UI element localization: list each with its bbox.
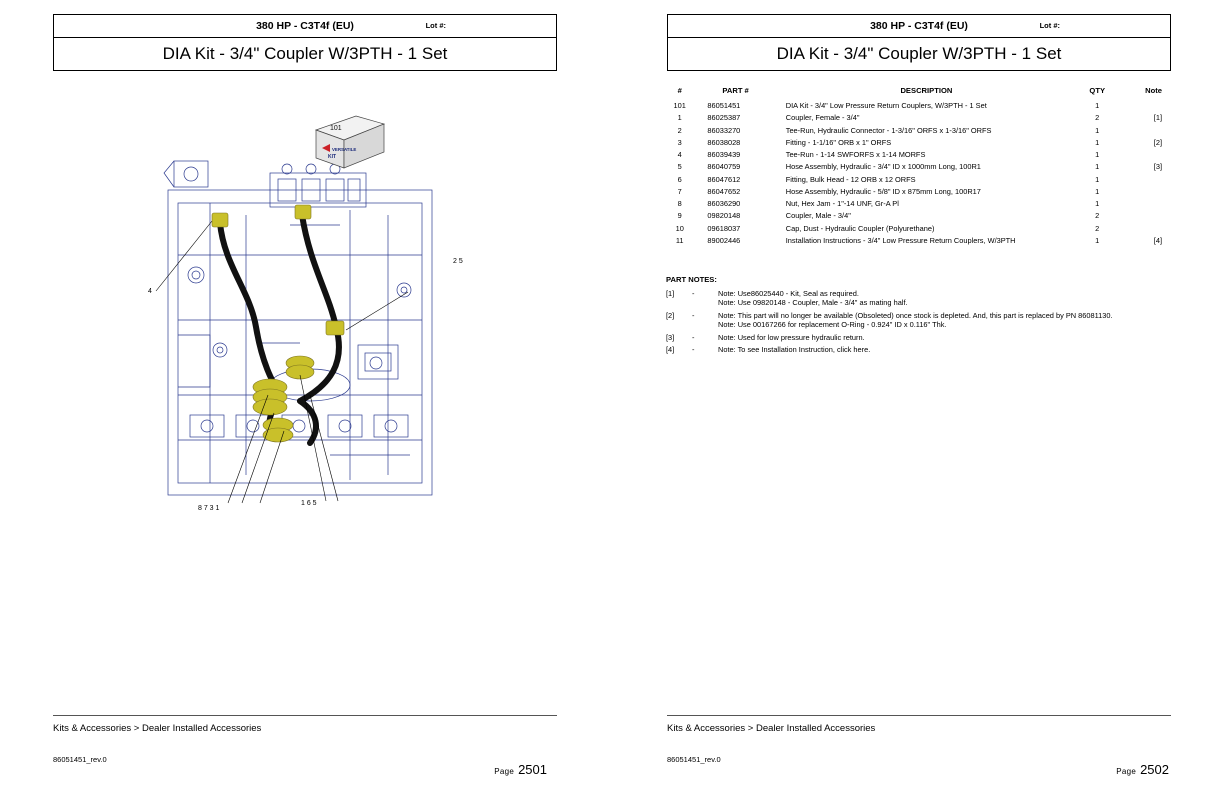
part-note-dash: -	[692, 310, 695, 320]
part-note-ref: [3]	[666, 332, 675, 342]
part-note-line: Note: Use86025440 - Kit, Seal as required.	[718, 289, 859, 298]
table-row[interactable]	[666, 235, 1170, 247]
cell-description: Tee-Run - 1-14 SWFORFS x 1-14 MORFS	[785, 150, 926, 159]
cell-description: Coupler, Male - 3/4"	[785, 211, 851, 221]
part-note-line: Note: Use 09820148 - Coupler, Male - 3/4" as mating half.	[718, 298, 908, 308]
table-row[interactable]	[666, 210, 1170, 222]
cell-part-number: 86039439	[707, 150, 741, 159]
cell-part-number: 86025387	[707, 113, 741, 123]
cell-description: Nut, Hex Jam - 1"-14 UNF, Gr-A Pl	[785, 199, 899, 208]
cell-description: Hose Assembly, Hydraulic - 5/8" ID x 875mm Long, 100R17	[785, 186, 981, 196]
cell-qty: 1	[1095, 125, 1100, 135]
cell-number: 5	[677, 162, 682, 172]
header-top-row-left	[54, 15, 556, 38]
cell-description: Hose Assembly, Hydraulic - 3/4" ID x 1000mm Long, 100R1	[785, 162, 981, 172]
part-note-item	[666, 311, 1170, 330]
header-title-right: DIA Kit - 3/4" Coupler W/3PTH - 1 Set	[776, 44, 1062, 63]
page-header-box-left	[53, 14, 557, 71]
page-value-left: 2501	[518, 762, 547, 777]
page-value-right: 2502	[1140, 762, 1169, 777]
kit-box-graphic	[310, 108, 390, 178]
part-note-body	[718, 333, 1170, 342]
page-number-right	[1116, 762, 1169, 777]
cell-qty: 2	[1095, 223, 1100, 233]
part-note-ref: [4]	[666, 345, 675, 355]
cell-qty: 2	[1095, 113, 1100, 123]
svg-text:101: 101	[330, 125, 342, 132]
cell-number: 11	[675, 235, 684, 245]
document-id-right: 86051451_rev.0	[667, 755, 721, 764]
cell-number: 8	[677, 199, 682, 208]
callout-2-5: 2 5	[453, 258, 463, 265]
part-note-ref: [1]	[666, 289, 675, 298]
col-header-number: #	[677, 86, 682, 95]
cell-note	[1119, 198, 1170, 210]
callout-4: 4	[148, 288, 152, 295]
svg-text:KIT: KIT	[328, 154, 337, 160]
cell-number: 4	[677, 150, 682, 159]
page-label-left: Page	[494, 767, 515, 776]
cell-qty: 1	[1095, 150, 1100, 159]
header-lot-left: Lot #:	[425, 21, 446, 30]
cell-part-number: 86033270	[707, 125, 741, 135]
table-row[interactable]	[666, 174, 1170, 186]
table-row[interactable]	[666, 198, 1170, 210]
cell-number: 1	[677, 113, 682, 123]
cell-part-number: 86051451	[707, 101, 741, 110]
parts-table	[666, 86, 1170, 247]
part-note-item	[666, 345, 1170, 354]
cell-part-number: 09820148	[707, 211, 741, 221]
cell-part-number: 09618037	[707, 223, 741, 233]
parts-table-container	[666, 86, 1170, 247]
table-row[interactable]	[666, 112, 1170, 124]
part-note-dash: -	[692, 332, 695, 342]
part-note-ref: [2]	[666, 310, 675, 320]
part-notes-list	[666, 289, 1170, 355]
cell-qty: 1	[1095, 137, 1100, 147]
part-note-dash: -	[692, 289, 695, 298]
part-note-body	[718, 311, 1170, 330]
cell-note	[1119, 186, 1170, 198]
header-model-right: 380 HP - C3T4f (EU)	[870, 20, 968, 32]
cell-part-number: 86047612	[707, 174, 741, 184]
cell-part-number: 86038028	[707, 137, 741, 147]
part-note-body	[718, 345, 1170, 354]
part-note-dash: -	[692, 345, 695, 355]
header-title-left: DIA Kit - 3/4" Coupler W/3PTH - 1 Set	[162, 44, 448, 63]
breadcrumb-left[interactable]: Kits & Accessories > Dealer Installed Accessories	[53, 723, 262, 734]
cell-number: 10	[675, 223, 684, 233]
page-header-box-right	[667, 14, 1171, 71]
cell-description: Fitting - 1-1/16" ORB x 1" ORFS	[785, 137, 892, 147]
table-row[interactable]	[666, 137, 1170, 149]
cell-note	[1119, 174, 1170, 186]
cell-note	[1119, 100, 1170, 112]
cell-number: 101	[673, 101, 686, 110]
page-label-right: Page	[1116, 767, 1137, 776]
cell-qty: 1	[1095, 235, 1100, 245]
document-id-left: 86051451_rev.0	[53, 755, 107, 764]
callout-8-7-3-1: 8 7 3 1	[198, 505, 220, 512]
cell-note: [3]	[1153, 162, 1162, 172]
footer-rule-left	[53, 715, 557, 716]
part-note-line: Note: This part will no longer be available (Obsoleted) once stock is depleted. And, this part is replaced by PN 86081130.	[718, 310, 1113, 320]
cell-qty: 1	[1095, 174, 1100, 184]
cell-part-number: 89002446	[707, 235, 741, 245]
header-lot-right: Lot #:	[1039, 21, 1060, 30]
cell-number: 9	[677, 211, 682, 221]
part-note-line: Note: To see Installation Instruction, click here.	[718, 345, 871, 355]
part-note-line: Note: Use 00167266 for replacement O-Ring - 0.924" ID x 0.116" Thk.	[718, 320, 947, 330]
cell-number: 6	[677, 174, 682, 184]
cell-part-number: 86047652	[707, 186, 741, 196]
table-row[interactable]	[666, 223, 1170, 235]
col-header-qty: QTY	[1089, 86, 1106, 95]
footer-rule-right	[667, 715, 1171, 716]
page-number-left	[494, 762, 547, 777]
cell-description: Installation Instructions - 3/4" Low Pressure Return Couplers, W/3PTH	[785, 235, 1016, 245]
part-note-line: Note: Used for low pressure hydraulic return.	[718, 332, 865, 342]
cell-note	[1119, 149, 1170, 161]
cell-note: [4]	[1153, 235, 1162, 245]
cell-part-number: 86040759	[707, 162, 741, 172]
part-notes-section	[666, 275, 1170, 358]
cell-qty: 1	[1095, 186, 1100, 196]
table-row[interactable]	[666, 149, 1170, 161]
header-top-row-right	[668, 15, 1170, 38]
parts-table-body	[666, 100, 1170, 247]
col-header-part: PART #	[722, 86, 749, 95]
cell-qty: 1	[1095, 101, 1100, 110]
cell-part-number: 86036290	[707, 199, 741, 208]
cell-qty: 1	[1095, 199, 1100, 208]
callout-1-6-5: 1 6 5	[301, 500, 317, 507]
cell-number: 7	[677, 186, 682, 196]
cell-qty: 2	[1095, 211, 1100, 221]
cell-note	[1119, 210, 1170, 222]
part-note-item	[666, 333, 1170, 342]
cell-number: 3	[677, 137, 682, 147]
cell-number: 2	[677, 125, 682, 135]
cell-description: Coupler, Female - 3/4"	[785, 113, 860, 123]
table-header-row	[666, 86, 1170, 100]
cell-note: [1]	[1153, 113, 1162, 123]
table-row[interactable]	[666, 125, 1170, 137]
svg-text:VERSATILE: VERSATILE	[332, 147, 357, 152]
header-model-left: 380 HP - C3T4f (EU)	[256, 20, 354, 32]
part-note-item	[666, 289, 1170, 308]
cell-description: Fitting, Bulk Head - 12 ORB x 12 ORFS	[785, 174, 916, 184]
table-row[interactable]	[666, 161, 1170, 173]
part-note-body	[718, 289, 1170, 308]
col-header-note: Note	[1145, 86, 1162, 95]
cell-note	[1119, 125, 1170, 137]
cell-note	[1119, 223, 1170, 235]
table-row[interactable]	[666, 186, 1170, 198]
cell-description: Tee-Run, Hydraulic Connector - 1-3/16" ORFS x 1-3/16" ORFS	[785, 125, 992, 135]
cell-description: Cap, Dust - Hydraulic Coupler (Polyurethane)	[785, 223, 935, 233]
col-header-description: DESCRIPTION	[900, 86, 953, 95]
cell-description: DIA Kit - 3/4" Low Pressure Return Couplers, W/3PTH - 1 Set	[785, 101, 987, 110]
table-row[interactable]	[666, 100, 1170, 112]
part-notes-title: PART NOTES:	[666, 275, 717, 284]
cell-note: [2]	[1153, 137, 1162, 147]
cell-qty: 1	[1095, 162, 1100, 172]
breadcrumb-right[interactable]: Kits & Accessories > Dealer Installed Accessories	[667, 723, 876, 734]
